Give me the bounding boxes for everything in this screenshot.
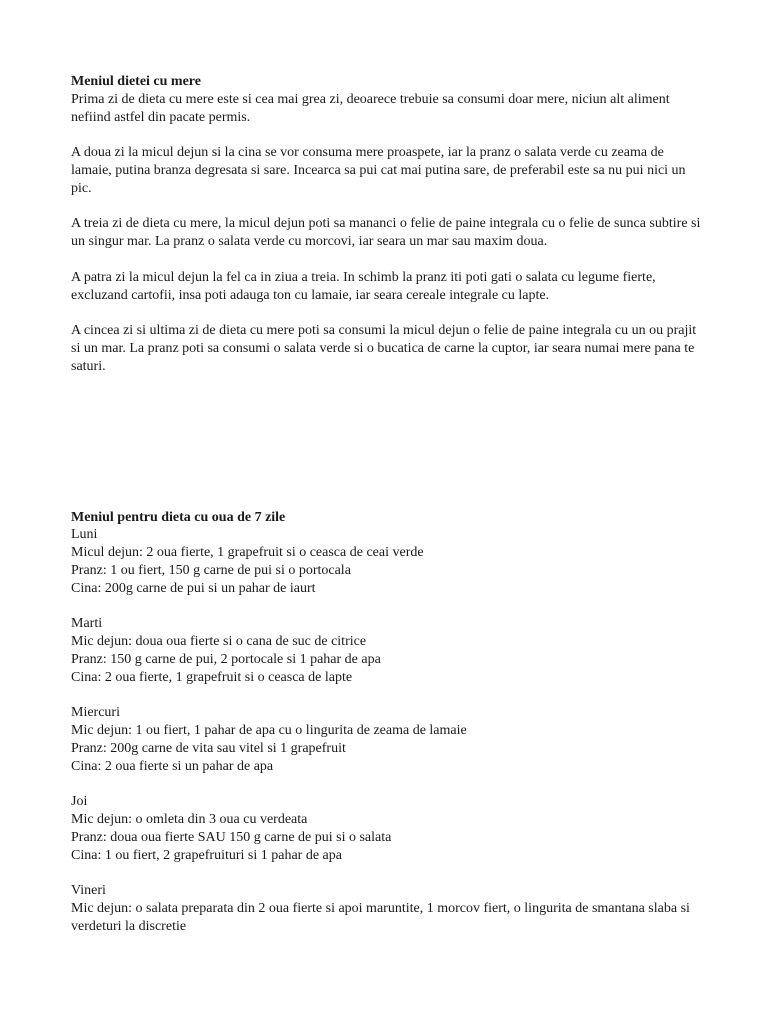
day-name: Joi	[71, 794, 88, 810]
meal-line: Pranz: 1 ou fiert, 150 g carne de pui si o portocala	[71, 562, 351, 578]
meal-line: Mic dejun: o omleta din 3 oua cu verdeata	[71, 812, 308, 828]
apple-diet-paragraph: A cincea zi si ultima zi de dieta cu mere poti sa consumi la micul dejun o felie de paine integrala cu un ou prajit si un mar. La pranz poti sa consumi o salata verde si o bucatica de carne la cuptor, iar seara numai mere pana te saturi.	[71, 323, 697, 374]
egg-diet-title: Meniul pentru dieta cu oua de 7 zile	[71, 509, 286, 525]
day-block-luni	[71, 526, 701, 597]
meal-line: Cina: 2 oua fierte, 1 grapefruit si o ceasca de lapte	[71, 669, 353, 685]
day-block-joi	[71, 793, 701, 864]
day-block-marti	[71, 615, 701, 686]
meal-line: Cina: 2 oua fierte si un pahar de apa	[71, 758, 274, 774]
document-page	[71, 73, 701, 936]
apple-diet-paragraph: Prima zi de dieta cu mere este si cea mai grea zi, deoarece trebuie sa consumi doar mere, niciun alt aliment nefiind astfel din pacate permis.	[71, 91, 670, 125]
day-block-vineri	[71, 882, 701, 935]
day-name: Luni	[71, 527, 98, 543]
apple-diet-paragraph: A treia zi de dieta cu mere, la micul dejun poti sa mananci o felie de paine integrala cu o felie de sunca subtire si un singur mar. La pranz o salata verde cu morcovi, iar seara un mar sau maxim doua.	[71, 216, 701, 250]
meal-line: Pranz: doua oua fierte SAU 150 g carne de pui si o salata	[71, 829, 392, 845]
meal-line: Pranz: 200g carne de vita sau vitel si 1 grapefruit	[71, 740, 346, 756]
meal-line: Mic dejun: o salata preparata din 2 oua fierte si apoi maruntite, 1 morcov fiert, o lingurita de smantana slaba si verdeturi la discretie	[71, 901, 690, 934]
apple-diet-paragraph: A patra zi la micul dejun la fel ca in ziua a treia. In schimb la pranz iti poti gati o salata cu legume fierte, excluzand cartofii, insa poti adauga ton cu lamaie, iar seara cereale integrale cu lapte.	[71, 269, 656, 303]
meal-line: Mic dejun: 1 ou fiert, 1 pahar de apa cu o lingurita de zeama de lamaie	[71, 723, 467, 739]
meal-line: Cina: 200g carne de pui si un pahar de iaurt	[71, 580, 316, 596]
meal-line: Mic dejun: doua oua fierte si o cana de suc de citrice	[71, 634, 367, 650]
apple-diet-paragraph: A doua zi la micul dejun si la cina se vor consuma mere proaspete, iar la pranz o salata verde cu zeama de lamaie, putina branza degresata si sare. Incearca sa pui cat mai putina sare, de preferabil este sa nu pui nici un pic.	[71, 145, 686, 196]
meal-line: Cina: 1 ou fiert, 2 grapefruituri si 1 pahar de apa	[71, 847, 342, 863]
day-name: Miercuri	[71, 705, 120, 721]
day-block-miercuri	[71, 704, 701, 775]
day-name: Marti	[71, 616, 103, 632]
egg-diet-section	[71, 509, 701, 936]
apple-diet-section	[71, 73, 701, 376]
apple-diet-title: Meniul dietei cu mere	[71, 74, 201, 89]
day-name: Vineri	[71, 883, 106, 899]
meal-line: Micul dejun: 2 oua fierte, 1 grapefruit si o ceasca de ceai verde	[71, 545, 424, 561]
meal-line: Pranz: 150 g carne de pui, 2 portocale si 1 pahar de apa	[71, 651, 381, 667]
